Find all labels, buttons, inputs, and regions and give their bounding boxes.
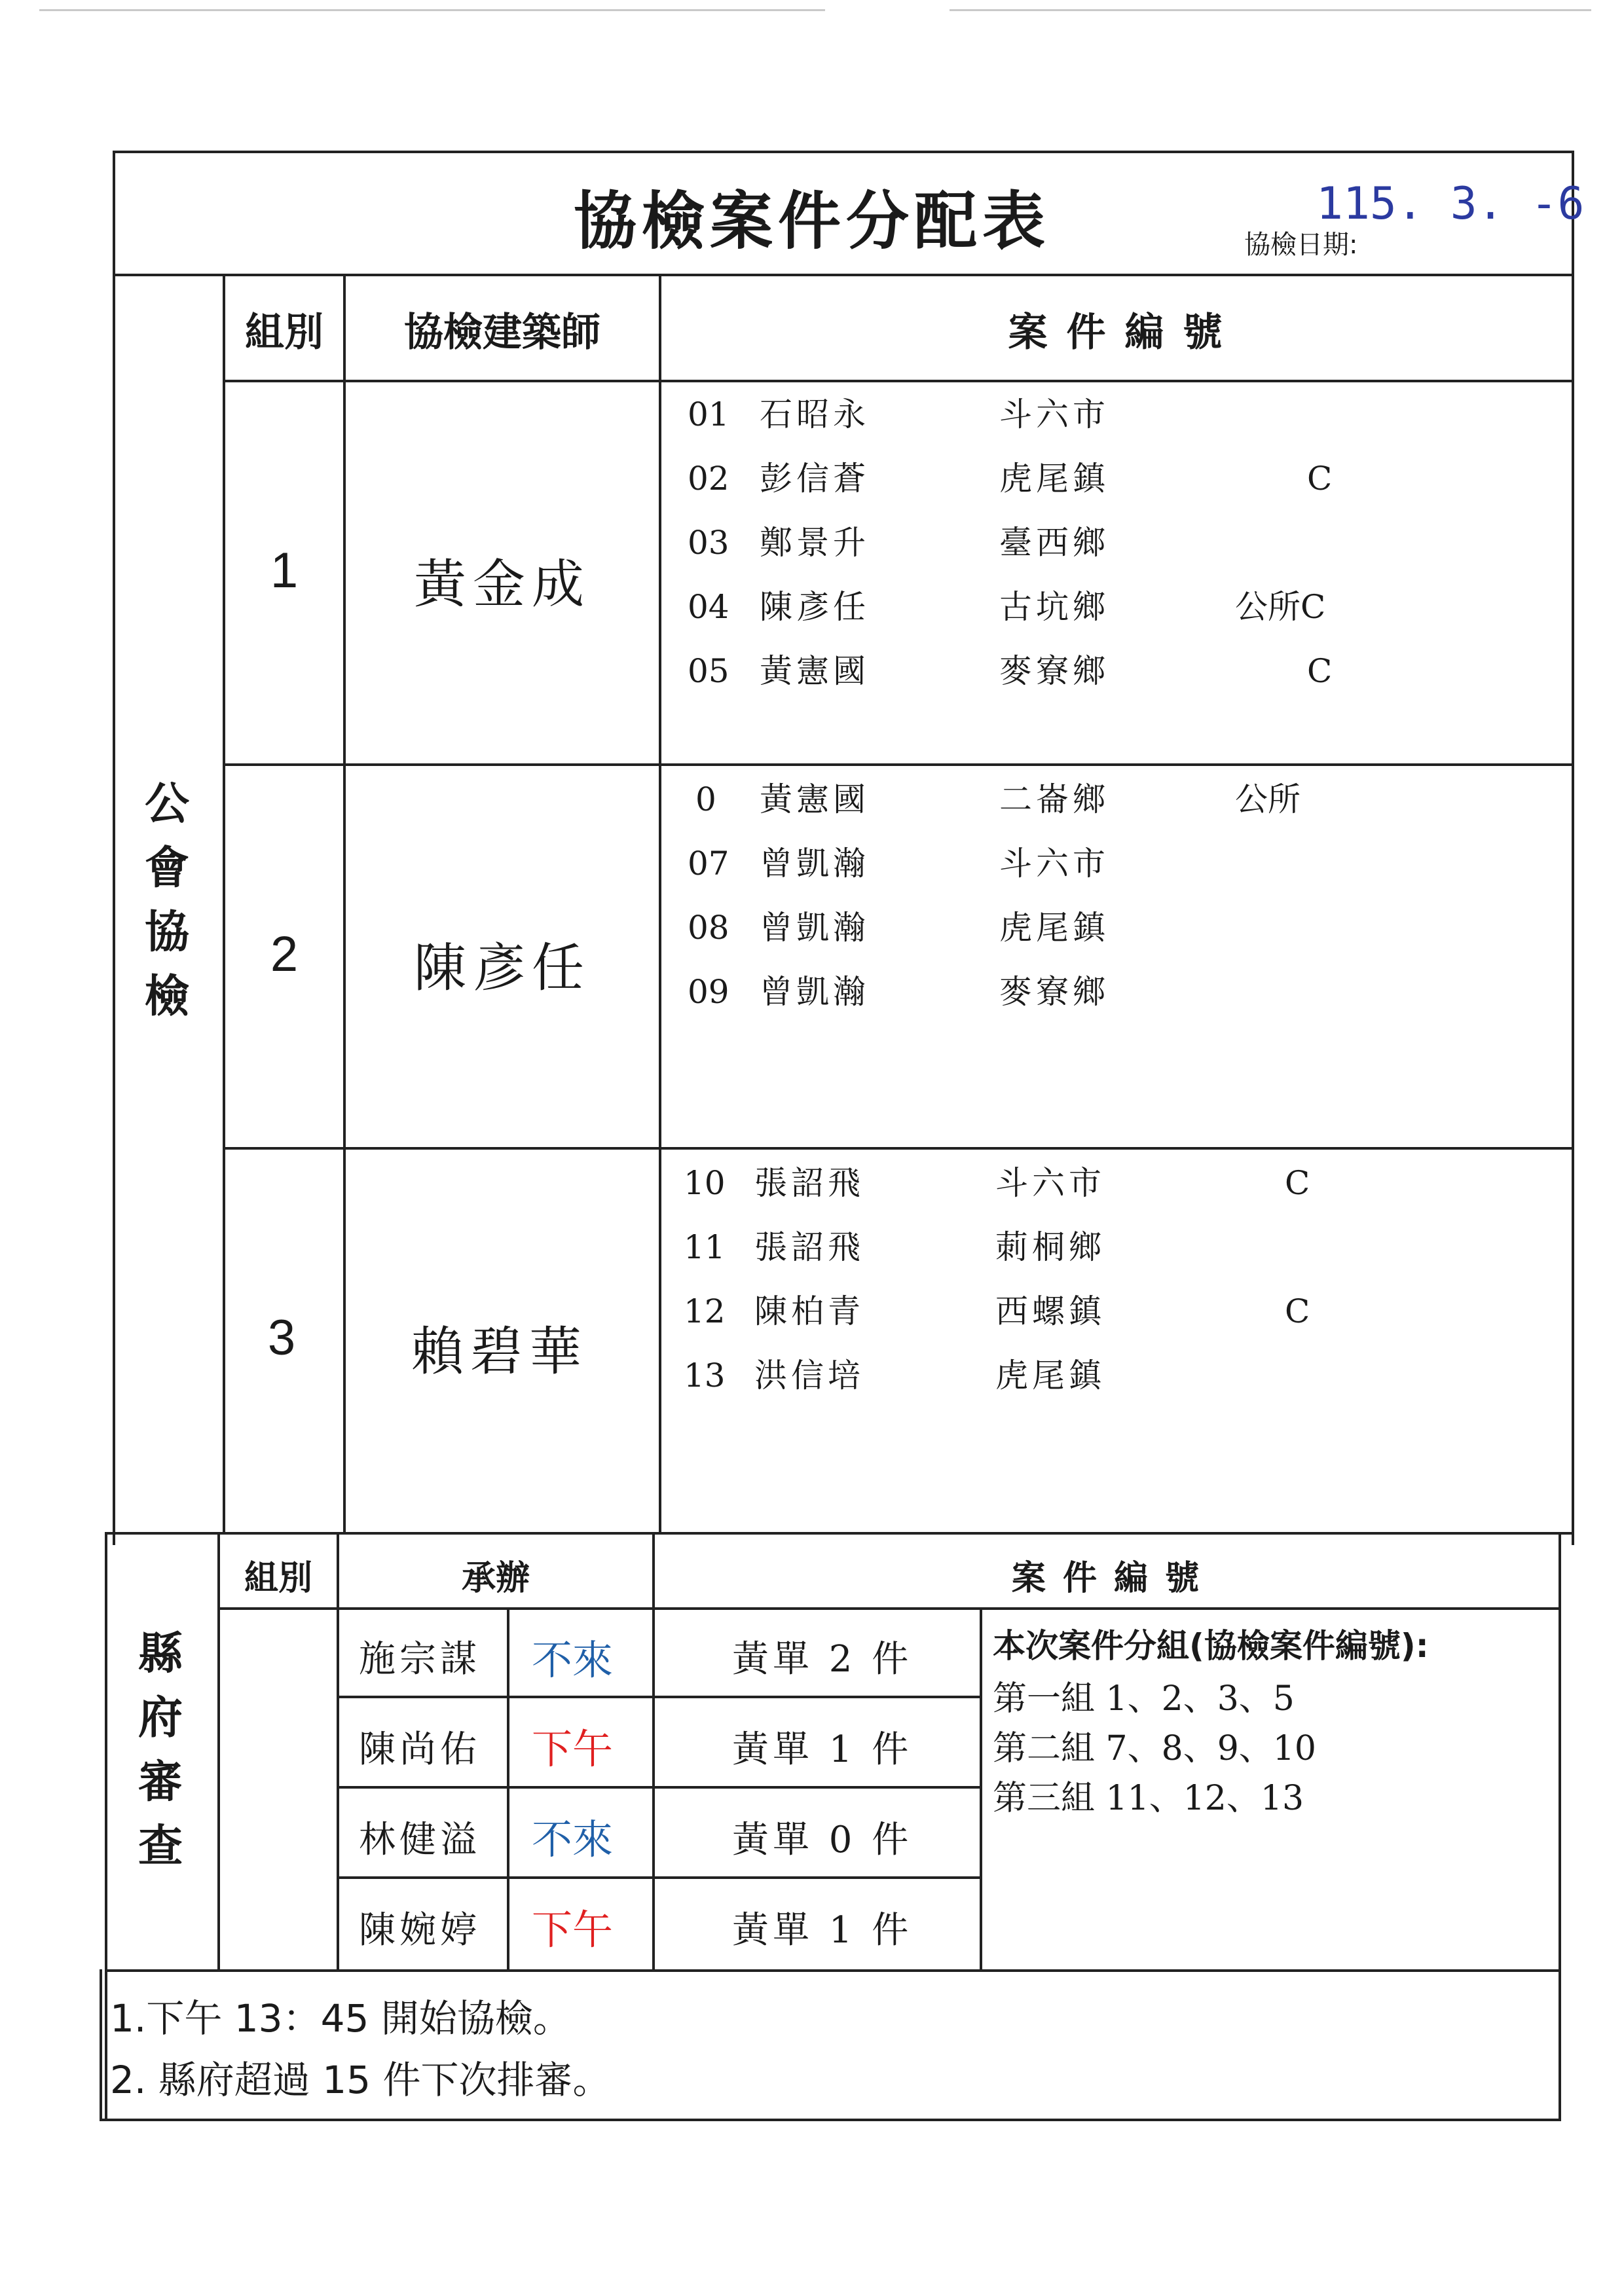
case-row: 03 鄭景升 臺西鄉 [688,524,1109,562]
case-row: 02 彭信蒼 虎尾鎮 C [688,460,1333,498]
col-cases-header: 案 件 編 號 [1008,310,1225,355]
handler-cases: 黃單 0 件 [732,1819,913,1861]
col-group-header: 組別 [245,310,323,355]
county-col-group-header: 組別 [244,1559,312,1598]
scan-artifact [39,9,825,11]
case-row: 0 黃憲國 二崙鄉 公所 [695,780,1301,818]
date-label: 協檢日期: [1244,230,1358,260]
handler-status: 不來 [532,1636,614,1684]
architect-name: 賴碧華 [411,1321,588,1382]
case-row: 11 張詔飛 莿桐鄉 [684,1228,1105,1266]
handler-name: 陳尚佑 [359,1728,481,1771]
case-row: 08 曾凱瀚 虎尾鎮 [688,909,1109,947]
col-architect-header: 協檢建築師 [404,310,600,355]
architect-name: 黃金成 [414,554,591,615]
handler-name: 陳婉婷 [359,1909,481,1952]
handler-cases: 黃單 1 件 [732,1909,913,1952]
handler-status: 下午 [532,1906,614,1954]
group-number: 2 [270,926,299,982]
architect-name: 陳彥任 [414,938,591,998]
case-row: 09 曾凱瀚 麥寮鄉 [688,973,1109,1011]
scan-artifact [950,9,1591,11]
case-row: 07 曾凱瀚 斗六市 [688,845,1109,883]
case-row: 13 洪信培 虎尾鎮 [684,1357,1105,1394]
handler-cases: 黃單 1 件 [732,1728,913,1771]
grouping-line: 第一組 1、2、3、5 [993,1679,1295,1719]
case-row: 04 陳彥任 古坑鄉 公所C [688,588,1326,626]
county-section-label: 縣 府 審 查 [138,1628,183,1872]
county-col-cases-header: 案 件 編 號 [1011,1559,1202,1598]
case-row: 10 張詔飛 斗六市 C [684,1164,1310,1202]
association-section-label: 公 會 協 檢 [144,778,189,1023]
grouping-line: 第二組 7、8、9、10 [993,1729,1316,1768]
page-title: 協檢案件分配表 [574,185,1050,258]
note-line: 2. 縣府超過 15 件下次排審。 [110,2058,611,2102]
handler-cases: 黃單 2 件 [732,1638,913,1681]
grouping-line: 第三組 11、12、13 [993,1779,1304,1818]
note-line: 1.下午 13：45 開始協檢。 [110,1996,571,2041]
county-col-handler-header: 承辦 [461,1559,530,1598]
case-row: 05 黃憲國 麥寮鄉 C [688,652,1333,690]
case-row: 12 陳柏青 西螺鎮 C [684,1292,1310,1330]
handler-name: 林健溢 [359,1819,481,1861]
handler-status: 不來 [532,1815,614,1863]
date-stamp: 115. 3. -6 [1316,178,1585,230]
grouping-title: 本次案件分組(協檢案件編號): [993,1627,1429,1665]
handler-name: 施宗謀 [359,1638,481,1681]
case-row: 01 石昭永 斗六市 [688,395,1109,433]
group-number: 1 [270,543,299,598]
handler-status: 下午 [532,1725,614,1773]
group-number: 3 [267,1310,296,1366]
